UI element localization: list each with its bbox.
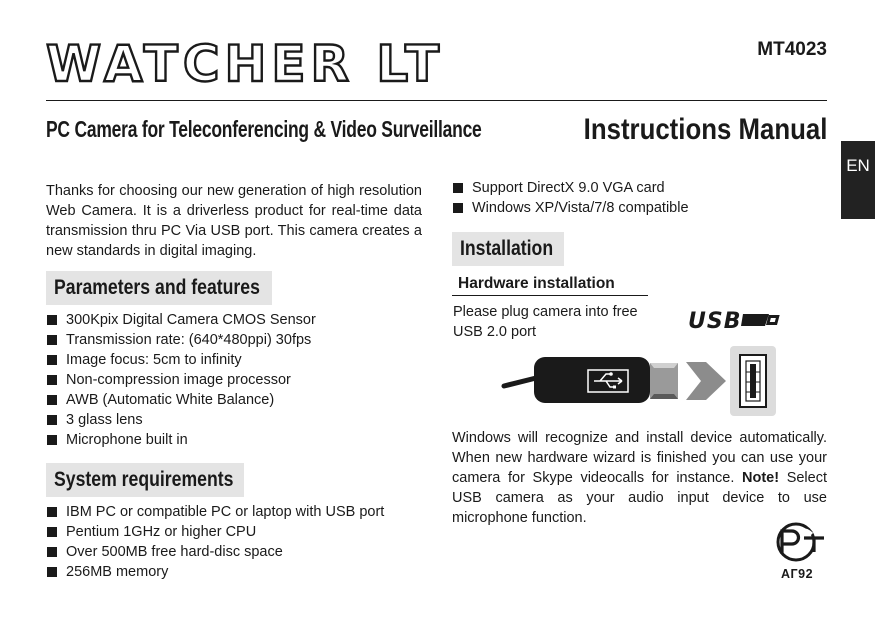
usb-logo-text: USB xyxy=(688,309,742,334)
usb-logo xyxy=(688,309,783,335)
system-heading xyxy=(46,463,244,497)
recognition-paragraph xyxy=(452,428,827,528)
usb-cable-icon xyxy=(504,357,678,403)
system-list-continued xyxy=(452,178,689,218)
list-item: Transmission rate: (640*480ppi) 30fps xyxy=(46,330,316,350)
brand-logo: WATCHER LT xyxy=(46,35,445,93)
system-heading-text: System requirements xyxy=(54,468,234,491)
usb-plug-logo-icon xyxy=(741,310,783,330)
list-item: Non-compression image processor xyxy=(46,370,316,390)
list-item: 256MB memory xyxy=(46,562,384,582)
manual-title: Instructions Manual xyxy=(583,113,827,146)
list-item: AWB (Automatic White Balance) xyxy=(46,390,316,410)
parameters-list xyxy=(46,310,316,450)
system-list xyxy=(46,502,384,582)
usb-connection-diagram xyxy=(500,340,780,420)
usb-port-icon xyxy=(730,346,776,416)
installation-heading xyxy=(452,232,564,266)
list-item: Pentium 1GHz or higher CPU xyxy=(46,522,384,542)
list-item: 3 glass lens xyxy=(46,410,316,430)
installation-heading-text: Installation xyxy=(460,237,554,260)
list-item: Support DirectX 9.0 VGA card xyxy=(452,178,689,198)
list-item: Image focus: 5cm to infinity xyxy=(46,350,316,370)
note-text: Select USB camera as your audio input device to use microphone function. xyxy=(452,470,827,526)
product-subtitle: PC Camera for Teleconferencing & Video Surveillance xyxy=(46,116,482,142)
list-item: Windows XP/Vista/7/8 compatible xyxy=(452,198,689,218)
intro-paragraph: Thanks for choosing our new generation of high resolution Web Camera. It is a driverless product for real-time data transmission thru PC Via USB port. This camera creates a new standards in digital imaging. xyxy=(46,183,422,259)
header-divider xyxy=(46,100,827,101)
certification-mark-icon xyxy=(768,520,828,564)
model-number: MT4023 xyxy=(757,39,827,60)
list-item: 300Kpix Digital Camera CMOS Sensor xyxy=(46,310,316,330)
arrow-right-icon xyxy=(686,362,726,400)
note-label: Note! xyxy=(742,470,780,486)
language-tab: EN xyxy=(841,141,875,219)
parameters-heading-text: Parameters and features xyxy=(54,276,260,299)
plug-instructions: Please plug camera into free USB 2.0 port xyxy=(453,304,638,340)
parameters-heading xyxy=(46,271,272,305)
hardware-installation-heading: Hardware installation xyxy=(452,273,648,296)
list-item: IBM PC or compatible PC or laptop with USB port xyxy=(46,502,384,522)
list-item: Over 500MB free hard-disc space xyxy=(46,542,384,562)
recognition-text: Windows will recognize and install device automatically. When new hardware wizard is finished you can use your camera for Skype videocalls for instance. xyxy=(452,430,827,486)
certification-code: АГ92 xyxy=(781,567,814,581)
list-item: Microphone built in xyxy=(46,430,316,450)
